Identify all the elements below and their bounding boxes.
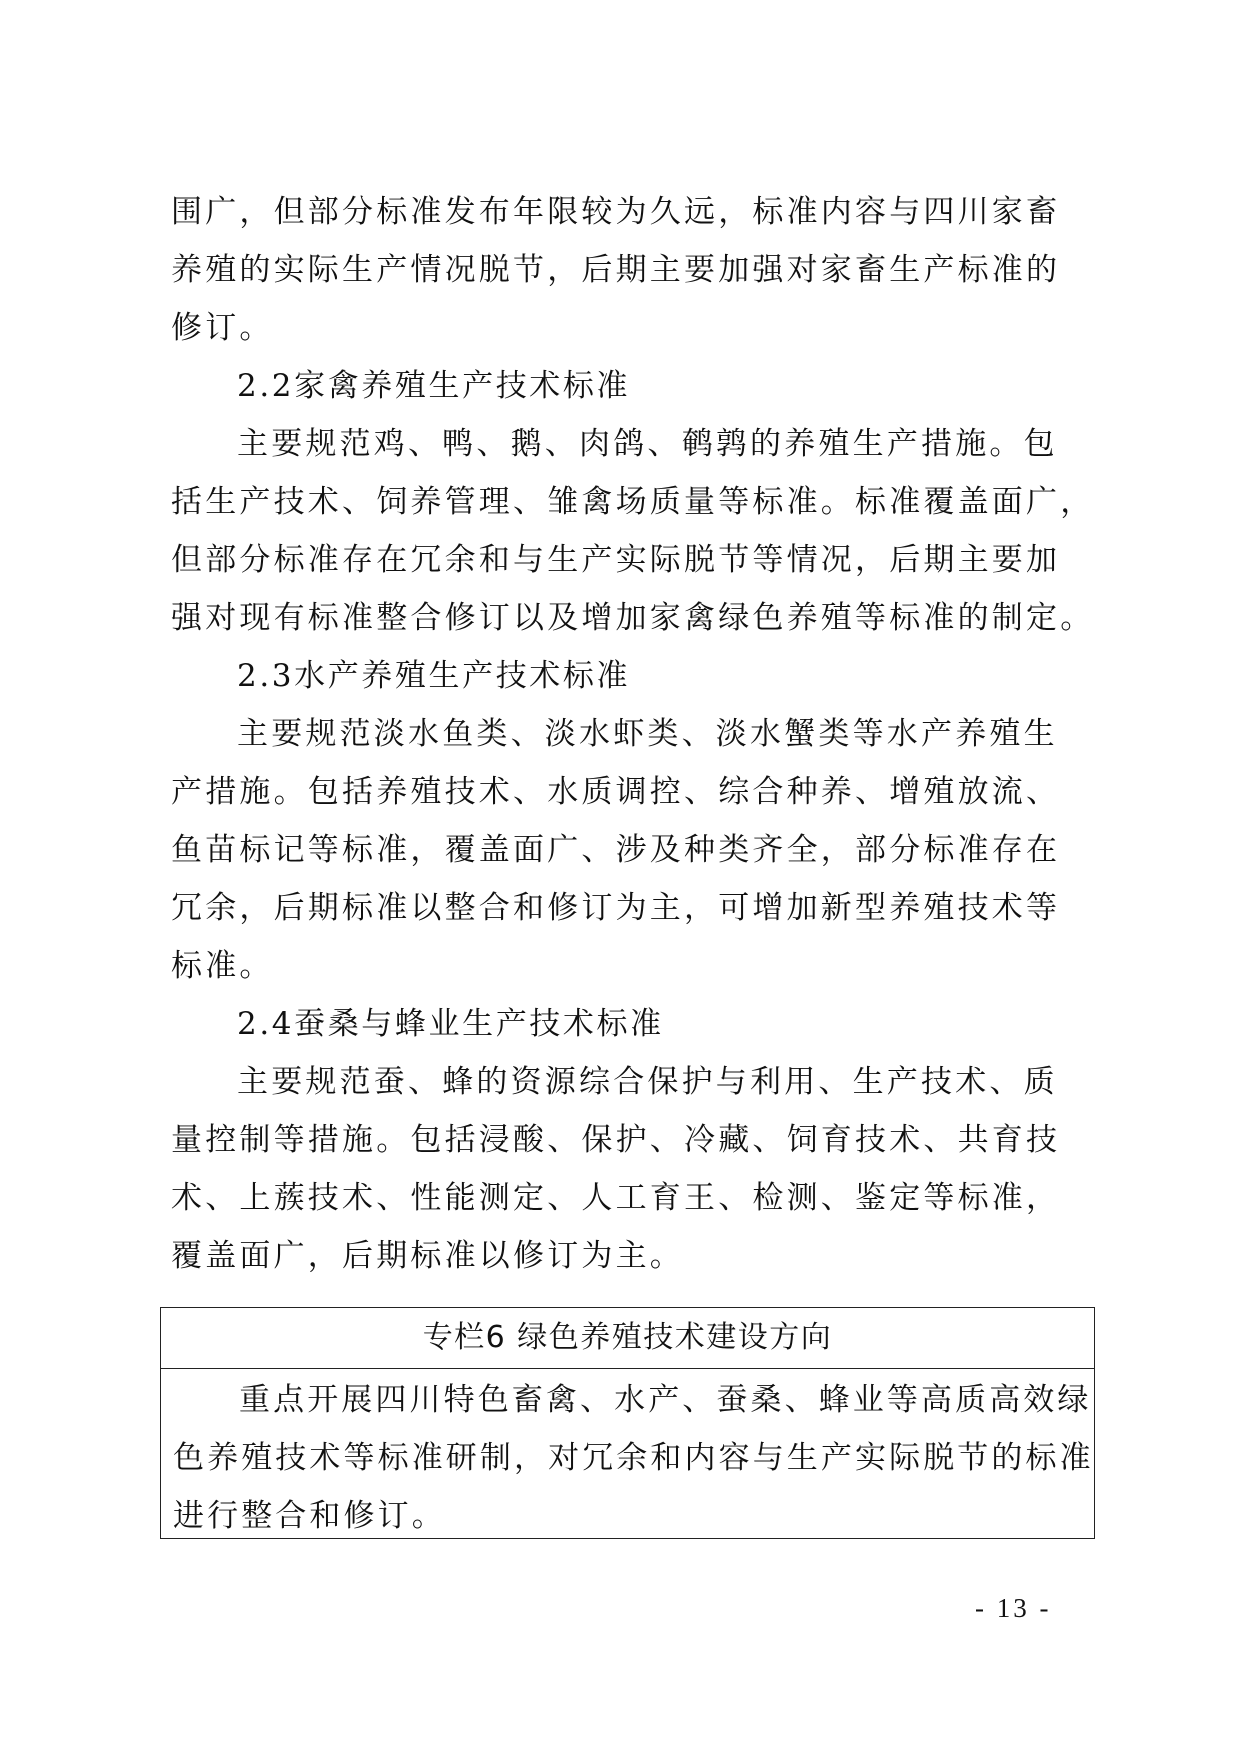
column-body xyxy=(161,1369,1094,1545)
paragraph-line: 括生产技术、饲养管理、雏禽场质量等标准。标准覆盖面广， xyxy=(171,484,1095,520)
section-2-2 xyxy=(171,357,1095,647)
section-heading: 2.2家禽养殖生产技术标准 xyxy=(237,368,631,404)
paragraph-line: 产措施。包括养殖技术、水质调控、综合种养、增殖放流、 xyxy=(171,774,1061,810)
paragraph-line: 覆盖面广，后期标准以修订为主。 xyxy=(171,1238,684,1274)
paragraph-line: 主要规范鸡、鸭、鹅、肉鸽、鹌鹑的养殖生产措施。包 xyxy=(237,426,1058,462)
paragraph-line: 强对现有标准整合修订以及增加家禽绿色养殖等标准的制定。 xyxy=(171,600,1095,636)
column-title: 专栏6 绿色养殖技术建设方向 xyxy=(161,1308,1094,1369)
column-line: 重点开展四川特色畜禽、水产、蚕桑、蜂业等高质高效绿 xyxy=(239,1382,1092,1418)
paragraph-line: 但部分标准存在冗余和与生产实际脱节等情况，后期主要加 xyxy=(171,542,1061,578)
paragraph-line: 鱼苗标记等标准，覆盖面广、涉及种类齐全，部分标准存在 xyxy=(171,832,1061,868)
column-line: 色养殖技术等标准研制，对冗余和内容与生产实际脱节的标准 xyxy=(173,1440,1094,1476)
continuation-paragraph xyxy=(171,183,1061,357)
section-heading: 2.4蚕桑与蜂业生产技术标准 xyxy=(237,1006,664,1042)
column-line: 进行整合和修订。 xyxy=(173,1498,446,1534)
page-number: - 13 - xyxy=(975,1593,1052,1623)
section-2-4 xyxy=(171,995,1061,1285)
paragraph-line: 冗余，后期标准以整合和修订为主，可增加新型养殖技术等 xyxy=(171,890,1061,926)
paragraph-line: 养殖的实际生产情况脱节，后期主要加强对家畜生产标准的 xyxy=(171,252,1061,288)
special-column-box xyxy=(160,1307,1095,1539)
paragraph-line: 围广，但部分标准发布年限较为久远，标准内容与四川家畜 xyxy=(171,194,1061,230)
paragraph-line: 量控制等措施。包括浸酸、保护、冷藏、饲育技术、共育技 xyxy=(171,1122,1061,1158)
paragraph-line: 主要规范淡水鱼类、淡水虾类、淡水蟹类等水产养殖生 xyxy=(237,716,1058,752)
paragraph-line: 术、上蔟技术、性能测定、人工育王、检测、鉴定等标准， xyxy=(171,1180,1061,1216)
paragraph-line: 标准。 xyxy=(171,948,274,984)
section-2-3 xyxy=(171,647,1061,995)
paragraph-line: 主要规范蚕、蜂的资源综合保护与利用、生产技术、质 xyxy=(237,1064,1058,1100)
section-heading: 2.3水产养殖生产技术标准 xyxy=(237,658,631,694)
paragraph-line: 修订。 xyxy=(171,310,274,346)
